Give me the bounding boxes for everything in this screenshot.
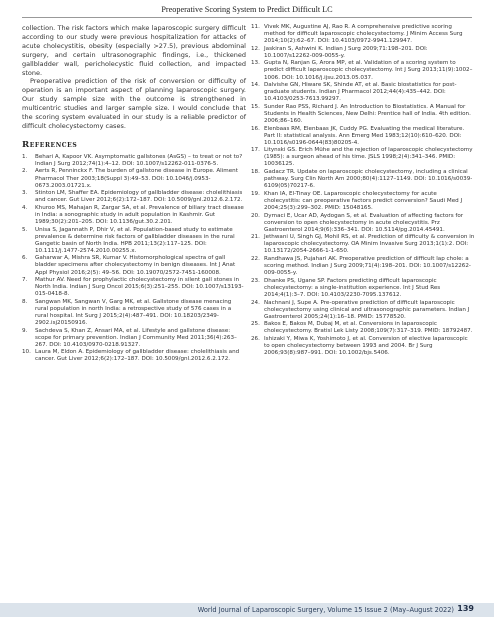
reference-item [22,168,246,189]
reference-number: 5. [22,226,28,233]
left-column [22,24,246,364]
reference-text: Sangwan MK, Sangwan V, Garg MK, et al. Gallstone disease menacing rural population in north India: a retrospective study of 576 cases in a rural hospital. Int Surg J 2015;2(4):487–491. DOI: 10.18203/2349-2902.isj20150916. [35,298,232,327]
reference-number: 19. [251,190,260,197]
reference-text: Aerts R, Penninckx F. The burden of gallstone disease in Europe. Aliment Pharmacol Ther 2003;18(Suppl 3):49–53. DOI: 10.1046/j.0953-0673.2003.01721.x. [35,168,238,189]
footer-journal: World Journal of Laparoscopic Surgery, Volume 15 Issue 2 (May–August 2022) [197,606,454,614]
reference-text: Elenbaas RM, Elenbaas JK, Cuddy PG. Evaluating the medical literature. Part II: statistical analysis. Ann Emerg Med 1983;12(10):610–620. DOI: 10.1016/s0196-0644(83)80205-4. [264,125,465,146]
reference-number: 22. [251,256,260,263]
reference-text: Behari A, Kapoor VK. Asymptomatic gallstones (AsGS) – to treat or not to? Indian J Surg 2012;74(1):4–12. DOI: 10.1007/s12262-011-0376-5. [35,153,243,167]
reference-text: Dalvishe GN, Hiware SK, Shinde AT, et al. Basic biostatistics for post-graduate students. Indian J Pharmacol 2012;44(4):435–442. DOI: 10.4103/0253-7613.99297. [264,82,457,103]
reference-text: Unisa S, Jagannath P, Dhir V, et al. Population-based study to estimate prevalence & determine risk factors of gallbladder diseases in the rural Gangetic basin of North India. HPB 2011;13(2):117–125. DOI: 10.1111/j.1477-2574.2010.00255.x. [35,226,235,254]
reference-number: 7. [22,277,28,284]
body-paragraph-1: collection. The risk factors which make laparoscopic surgery difficult according to our study were previous hospitalization for attacks of acute cholecystitis, obesity (especially >27.5), previous abdominal surgery, and certain ultrasonographic findings, i.e., thickened gallbladder wall, pericholecystic fluid collection, and impacted stone. [22,24,246,77]
reference-item [251,256,475,277]
reference-list-left [22,154,246,364]
reference-text: Randhawa JS, Pujahari AK. Preoperative prediction of difficult lap chole: a scoring method. Indian J Surg 2009;71(4):198–201. DOI: 10.1007/s12262-009-0055-y. [264,256,471,277]
reference-number: 2. [22,168,28,175]
reference-number: 11. [251,24,260,30]
reference-text: Bakos E, Bakos M, Dubaj M, et al. Conversions in laparoscopic cholecystectomy. Bratisl Lek Listy 2008;109(7):317–319. PMID: 18792487. [264,321,473,335]
reference-number: 16. [251,125,260,132]
reference-number: 3. [22,190,28,197]
reference-item [251,46,475,60]
reference-number: 12. [251,45,260,52]
reference-item [251,191,475,212]
reference-number: 26. [251,335,260,342]
page-number: 139 [457,604,474,613]
reference-item [22,255,246,276]
reference-item [22,227,246,255]
reference-item [251,60,475,81]
reference-item [22,190,246,204]
body-paragraph-2: Preoperative prediction of the risk of conversion or difficulty of operation is an important aspect of planning laparoscopic surgery. Our study sample size with the outcome is strengthened in multicentric studies and larger sample size. I would conclude that the scoring system evaluated in our study is a reliable predictor of difficult cholecystectomy cases. [22,77,246,130]
header-rule [22,17,472,18]
reference-number: 14. [251,82,260,89]
right-column [251,24,475,358]
reference-number: 8. [22,298,28,305]
reference-item [251,213,475,234]
reference-list-right [251,24,475,357]
reference-number: 13. [251,60,260,67]
reference-item [251,300,475,321]
reference-item [251,104,475,125]
reference-text: Khan IA, El-Tinay OE. Laparoscopic cholecystectomy for acute cholecystitis: can preoperative factors predict conversion? Saudi Med J 2004;25(3):299–302. PMID: 15048165. [264,190,463,211]
reference-text: Sunder Rao PSS, Richard J. An Introduction to Biostatistics. A Manual for Students in Health Sciences, New Delhi: Prentice hall of India. 4th edition. 2006;86–160. [264,103,471,124]
reference-number: 18. [251,169,260,176]
reference-text: Ishizaki Y, Miwa K, Yoshimoto J, et al. Conversion of elective laparoscopic to open cholecystectomy between 1993 and 2004. Br J Surg 2006;93(8):987–991. DOI: 10.1002/bjs.5406. [264,335,468,357]
reference-number: 17. [251,147,260,154]
reference-number: 21. [251,234,260,241]
reference-text: Gaharwar A, Mishra SR, Kumar V. Histomorphological spectra of gall bladder specimens after cholecystectomy in benign diseases. Int J Anat Appl Physiol 2016;2(5): 49–56. DOI: 10.19070/2572-7451-160008. [35,255,236,276]
reference-text: Stinton LM, Shaffer EA. Epidemiology of gallbladder disease: cholelithiasis and cancer. Gut Liver 2012;6(2):172–187. DOI: 10.5009/gnl.2012.6.2.172. [35,190,243,204]
reference-item [251,126,475,147]
reference-item [251,278,475,299]
reference-number: 1. [22,153,28,160]
references-heading: References [22,139,78,150]
reference-text: Vivek MK, Augustine AJ, Rao R. A comprehensive predictive scoring method for difficult laparoscopic cholecystectomy. J Minim Access Surg 2014;10(2):62–67. DOI: 10.4103/0972-9941.129947. [264,24,463,45]
reference-item [251,82,475,103]
reference-number: 24. [251,299,260,306]
reference-item [22,277,246,298]
reference-item [251,234,475,255]
reference-text: Litynski GS. Erich Mühe and the rejection of laparoscopic cholecystectomy (1985): a surgeon ahead of his time. JSLS 1998;2(4):341–346. PMID: 10036125. [264,147,473,168]
reference-item [22,299,246,327]
reference-number: 4. [22,204,28,211]
reference-text: Mathur AV. Need for prophylactic cholecystectomy in silent gall stones in North India. Indian J Surg Oncol 2015;6(3):251–255. DOI: 10.1007/s13193-015-0418-8. [35,277,244,298]
running-head: Preoperative Scoring System to Predict Difficult LC [161,5,333,14]
reference-text: Sachdeva S, Khan Z, Ansari MA, et al. Lifestyle and gallstone disease: scope for primary prevention. Indian J Community Med 2011;36(4):263–267. DOI: 10.4103/0970-0218.91327. [35,327,237,348]
reference-item [251,24,475,45]
reference-text: Dhanke PS, Ugane SP. Factors predicting difficult laparoscopic cholecystectomy: a single-institution experience. Int J Stud Res 2014;4(1):3–7. DOI: 10.4103/2230-7095.137612. [264,277,441,298]
reference-number: 15. [251,103,260,110]
reference-item [22,154,246,168]
reference-number: 9. [22,327,28,334]
reference-text: Nachnani J, Supe A. Pre-operative prediction of difficult laparoscopic cholecystectomy using clinical and ultrasonographic parameters. Indian J Gastroenterol 2005;24(1):16–18. PMID: 15778520. [264,299,470,320]
reference-text: Dymaci E, Ucar AD, Aydogan S, et al. Evaluation of affecting factors for conversion to open cholecystectomy in acute cholecystitis. Prz Gastroenterol 2014;9(6):336–341. DOI: 10.5114/pg.2014.45491. [264,212,464,233]
reference-text: Gadacz TR. Update on laparoscopic cholecystectomy, including a clinical pathway. Surg Clin North Am 2000;80(4):1127–1149. DOI: 10.1016/s0039-6109(05)70217-6. [264,169,473,190]
reference-text: Jaskiran S, Ashwini K. Indian J Surg 2009;71:198–201. DOI: 10.1007/s12262-009-0055-y. [264,45,428,59]
reference-number: 10. [22,349,31,356]
reference-text: Jethwani U, Singh GJ, Mohil RS, et al. Prediction of difficulty & conversion in laparoscopic cholecystectomy. OA Minim Invasive Surg 2013;1(1):2. DOI: 10.13172/2054-2666-1-1-650. [264,234,475,255]
reference-number: 25. [251,321,260,328]
reference-number: 20. [251,212,260,219]
reference-item [251,321,475,335]
reference-item [22,349,246,363]
reference-item [22,328,246,349]
reference-number: 6. [22,255,28,262]
reference-text: Laura M, Eldon A. Epidemiology of gallbladder disease: cholelithiasis and cancer. Gut Liver 2012;6(2):172–187. DOI: 10.5009/gnl.2012.6.2.172. [35,349,240,363]
reference-text: Khuroo MS, Mahajan R, Zargar SA, et al. Prevalence of biliary tract disease in India: a sonographic study in adult population in Kashmir. Gut 1989;30(2):201–205. DOI: 10.1136/gut.30.2.201. [35,204,244,225]
reference-item [22,205,246,226]
reference-text: Gupta N, Ranjan G, Arora MP, et al. Validation of a scoring system to predict difficult laparoscopic cholecystectomy. Int J Surg 2013;11(9):1002–1006. DOI: 10.1016/j.ijsu.2013.05.037. [264,60,473,81]
reference-item [251,336,475,357]
reference-item [251,169,475,190]
reference-number: 23. [251,277,260,284]
reference-item [251,147,475,168]
